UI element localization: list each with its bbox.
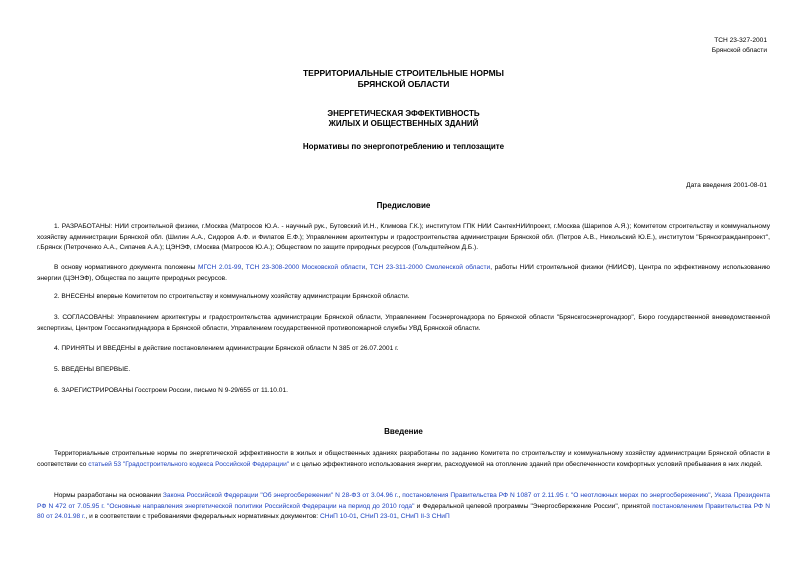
link-law-energy-saving[interactable]: Закона Российской Федерации "Об энергосбережении" N 28-ФЗ от 3.04.96 г. xyxy=(162,492,399,499)
separator: , xyxy=(241,264,246,271)
separator: , xyxy=(398,492,403,499)
introduction-heading: Введение xyxy=(384,427,423,436)
link-tsn-23-311-2000[interactable]: ТСН 23-311-2000 Смоленской области xyxy=(369,264,491,271)
document-code: ТСН 23-327-2001 xyxy=(714,37,767,44)
link-mgsn-2-01-99[interactable]: МГСН 2.01-99 xyxy=(197,264,242,271)
title-line-1: ТЕРРИТОРИАЛЬНЫЕ СТРОИТЕЛЬНЫЕ НОРМЫ xyxy=(302,68,505,78)
requirements-text: , и в соответствии с требованиями федеральных нормативных документов: xyxy=(85,513,320,520)
document-subtitle xyxy=(0,109,807,129)
introduction-paragraph-1 xyxy=(37,449,770,470)
separator: , xyxy=(365,264,370,271)
link-snip-10-01[interactable]: СНиП 10-01 xyxy=(319,513,357,520)
program-text: и Федеральной целевой программы "Энергосбережение России", принятой xyxy=(414,502,653,510)
document-region: Брянской области xyxy=(711,47,767,54)
link-government-decree-80[interactable]: постановлением Правительства РФ N 80 от 24.01.98 г. xyxy=(37,502,770,520)
link-gradostroitelny-kodeks-article-53[interactable]: статьей 53 "Градостроительного кодекса Российской Федерации" xyxy=(88,460,290,468)
introduction-paragraph-2 xyxy=(37,491,770,523)
preface-item-1: 1. РАЗРАБОТАНЫ: НИИ строительной физики, г.Москва (Матросов Ю.А. - научный рук., Бутовский И.Н., Климова Г.К.); институтом ГПК НИИ СантехНИИпроект, г.Москва (Шарипов А.Я.); Комитетом строительству и коммунальному хозяйству администрации Брянской обл. (Шилин А.А., Сидоров А.Ф. и Филатов Е.Ф.); Управлением архитектуры и градостроительства администрации Брянской обл. (Петров А.В., Никольский Ю.Е.), институтом "Брянскгражданпроект", г.Брянск (Петроченко А.А., Сипачев А.А.); ЦЭНЭФ, г.Москва (Матросов Ю.А.); Обществом по защите природных ресурсов (Гольдштейном Д.Б.). xyxy=(37,223,770,251)
preface-item-4: 4. ПРИНЯТЫ И ВВЕДЕНЫ в действие постановлением администрации Брянской области N 385 от 26.07.2001 г. xyxy=(54,345,399,352)
document-header xyxy=(567,36,767,56)
separator: , xyxy=(356,513,361,520)
link-presidential-decree-472[interactable]: Указа Президента РФ N 472 от 7.05.95 г. "Основные направления энергетической политики Российской Федерации на период до 2010 года" xyxy=(37,492,770,510)
subtitle-line-1: ЭНЕРГЕТИЧЕСКАЯ ЭФФЕКТИВНОСТЬ xyxy=(327,109,480,118)
link-tsn-23-308-2000[interactable]: ТСН 23-308-2000 Московской области xyxy=(245,264,366,271)
document-subtitle-norms: Нормативы по энергопотреблению и теплозащите xyxy=(302,142,505,151)
preface-item-3: 3. СОГЛАСОВАНЫ: Управлением архитектуры и градостроительства администрации Брянской области, Управлением Госэнергонадзора по Брянской области "Брянскгосэнергонадзор", Бюро государственной вневедомственной экспертизы, Центром Госсанэпиднадзора в Брянской области, Управлением государственной противопожарной службы УВД Брянской области. xyxy=(37,314,770,332)
intro-text-start: Территориальные строительные нормы по энергетической эффективности в жилых и общественных зданиях разработаны по заданию Комитета по строительству и коммунальному хозяйству администрации Брянской области в соответствии со xyxy=(37,450,770,468)
document-title xyxy=(0,68,807,89)
link-snip-23-01[interactable]: СНиП 23-01 xyxy=(360,513,397,520)
intro-text-end: и с целью эффективного использования энергии, расходуемой на отопление зданий при обеспеченности комфортных условий пребывания в них людей. xyxy=(289,460,763,468)
link-snip-ii-3[interactable]: СНиП II-3 СНиП xyxy=(400,513,450,520)
preface-item-6: 6. ЗАРЕГИСТРИРОВАНЫ Госстроем России, письмо N 9-29/655 от 11.10.01. xyxy=(54,387,288,394)
separator: , xyxy=(396,513,401,520)
basis-text-start: В основу нормативного документа положены xyxy=(54,264,198,271)
basis-text: Нормы разработаны на основании xyxy=(54,492,163,499)
basis-text-end: , работы НИИ строительной физики (НИИСФ), Центра по эффективному использованию энергии (ЦЭНЭФ), Общества по защите природных ресурсов. xyxy=(37,264,770,282)
title-line-2: БРЯНСКОЙ ОБЛАСТИ xyxy=(357,78,450,89)
introduction-date: Дата введения 2001-08-01 xyxy=(686,182,767,189)
separator: , xyxy=(710,492,715,499)
preface-basis-paragraph xyxy=(37,263,770,284)
subtitle-line-2: ЖИЛЫХ И ОБЩЕСТВЕННЫХ ЗДАНИЙ xyxy=(328,119,479,128)
preface-item-5: 5. ВВЕДЕНЫ ВПЕРВЫЕ. xyxy=(54,366,131,373)
preface-item-2: 2. ВНЕСЕНЫ впервые Комитетом по строительству и коммунальному хозяйству администрации Брянской области. xyxy=(54,293,410,300)
preface-heading: Предисловие xyxy=(376,201,431,210)
link-government-decree-1087[interactable]: постановления Правительства РФ N 1087 от 2.11.95 г. "О неотложных мерах по энергосбережению" xyxy=(402,492,711,499)
